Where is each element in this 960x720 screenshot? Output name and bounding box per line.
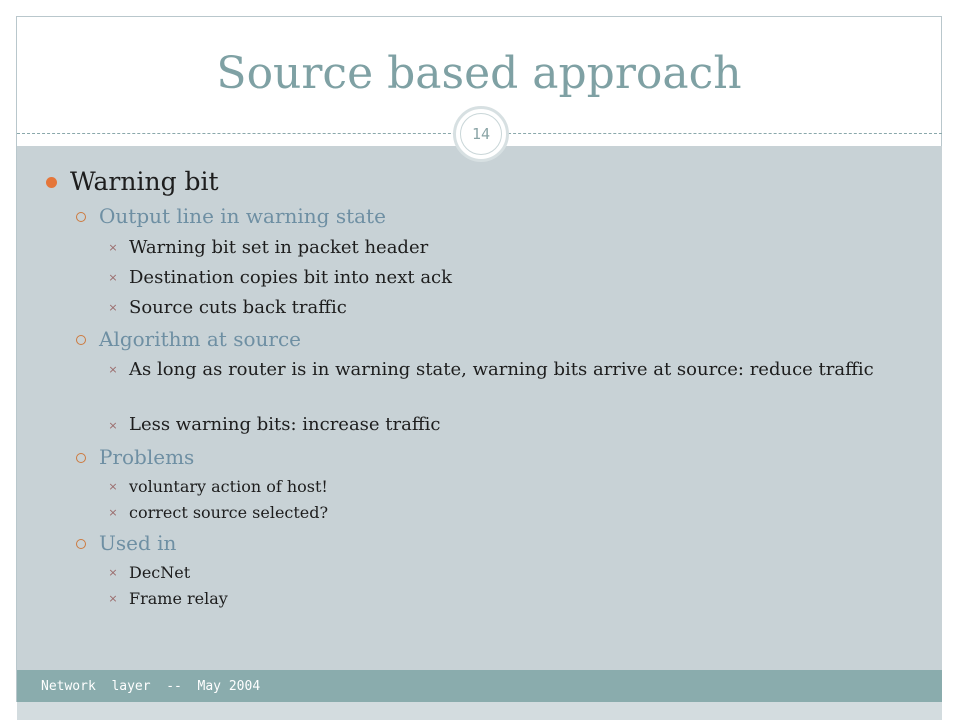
- x-bullet-icon: ×: [108, 271, 118, 284]
- slide-title: Source based approach: [216, 48, 742, 99]
- list-item: Less warning bits: increase traffic: [129, 414, 441, 435]
- list-item: Source cuts back traffic: [129, 297, 347, 318]
- list-item: Destination copies bit into next ack: [129, 267, 453, 288]
- subheading-problems: Problems: [99, 445, 195, 469]
- x-bullet-icon: ×: [108, 506, 118, 519]
- x-bullet-icon: ×: [108, 241, 118, 254]
- list-item: correct source selected?: [129, 503, 329, 522]
- bottom-strip: [17, 702, 942, 720]
- x-bullet-icon: ×: [108, 480, 118, 493]
- x-bullet-icon: ×: [108, 419, 118, 432]
- list-item: voluntary action of host!: [129, 477, 328, 496]
- list-item: Warning bit set in packet header: [129, 237, 429, 258]
- page-number: 14: [460, 113, 502, 155]
- bullet-warning-bit: Warning bit: [70, 167, 219, 196]
- x-bullet-icon: ×: [108, 592, 118, 605]
- footer-text: Network layer -- May 2004: [41, 679, 261, 694]
- bullet-dot-icon: [46, 177, 57, 188]
- subheading-output-line: Output line in warning state: [99, 204, 386, 228]
- hollow-circle-bullet-icon: [76, 453, 86, 463]
- subheading-used-in: Used in: [99, 531, 177, 555]
- hollow-circle-bullet-icon: [76, 539, 86, 549]
- hollow-circle-bullet-icon: [76, 335, 86, 345]
- hollow-circle-bullet-icon: [76, 212, 86, 222]
- list-item: As long as router is in warning state, warning bits arrive at source: reduce traffic: [129, 359, 874, 380]
- list-item: Frame relay: [129, 589, 228, 608]
- subheading-algorithm: Algorithm at source: [99, 327, 301, 351]
- x-bullet-icon: ×: [108, 566, 118, 579]
- x-bullet-icon: ×: [108, 363, 118, 376]
- x-bullet-icon: ×: [108, 301, 118, 314]
- list-item: DecNet: [129, 563, 191, 582]
